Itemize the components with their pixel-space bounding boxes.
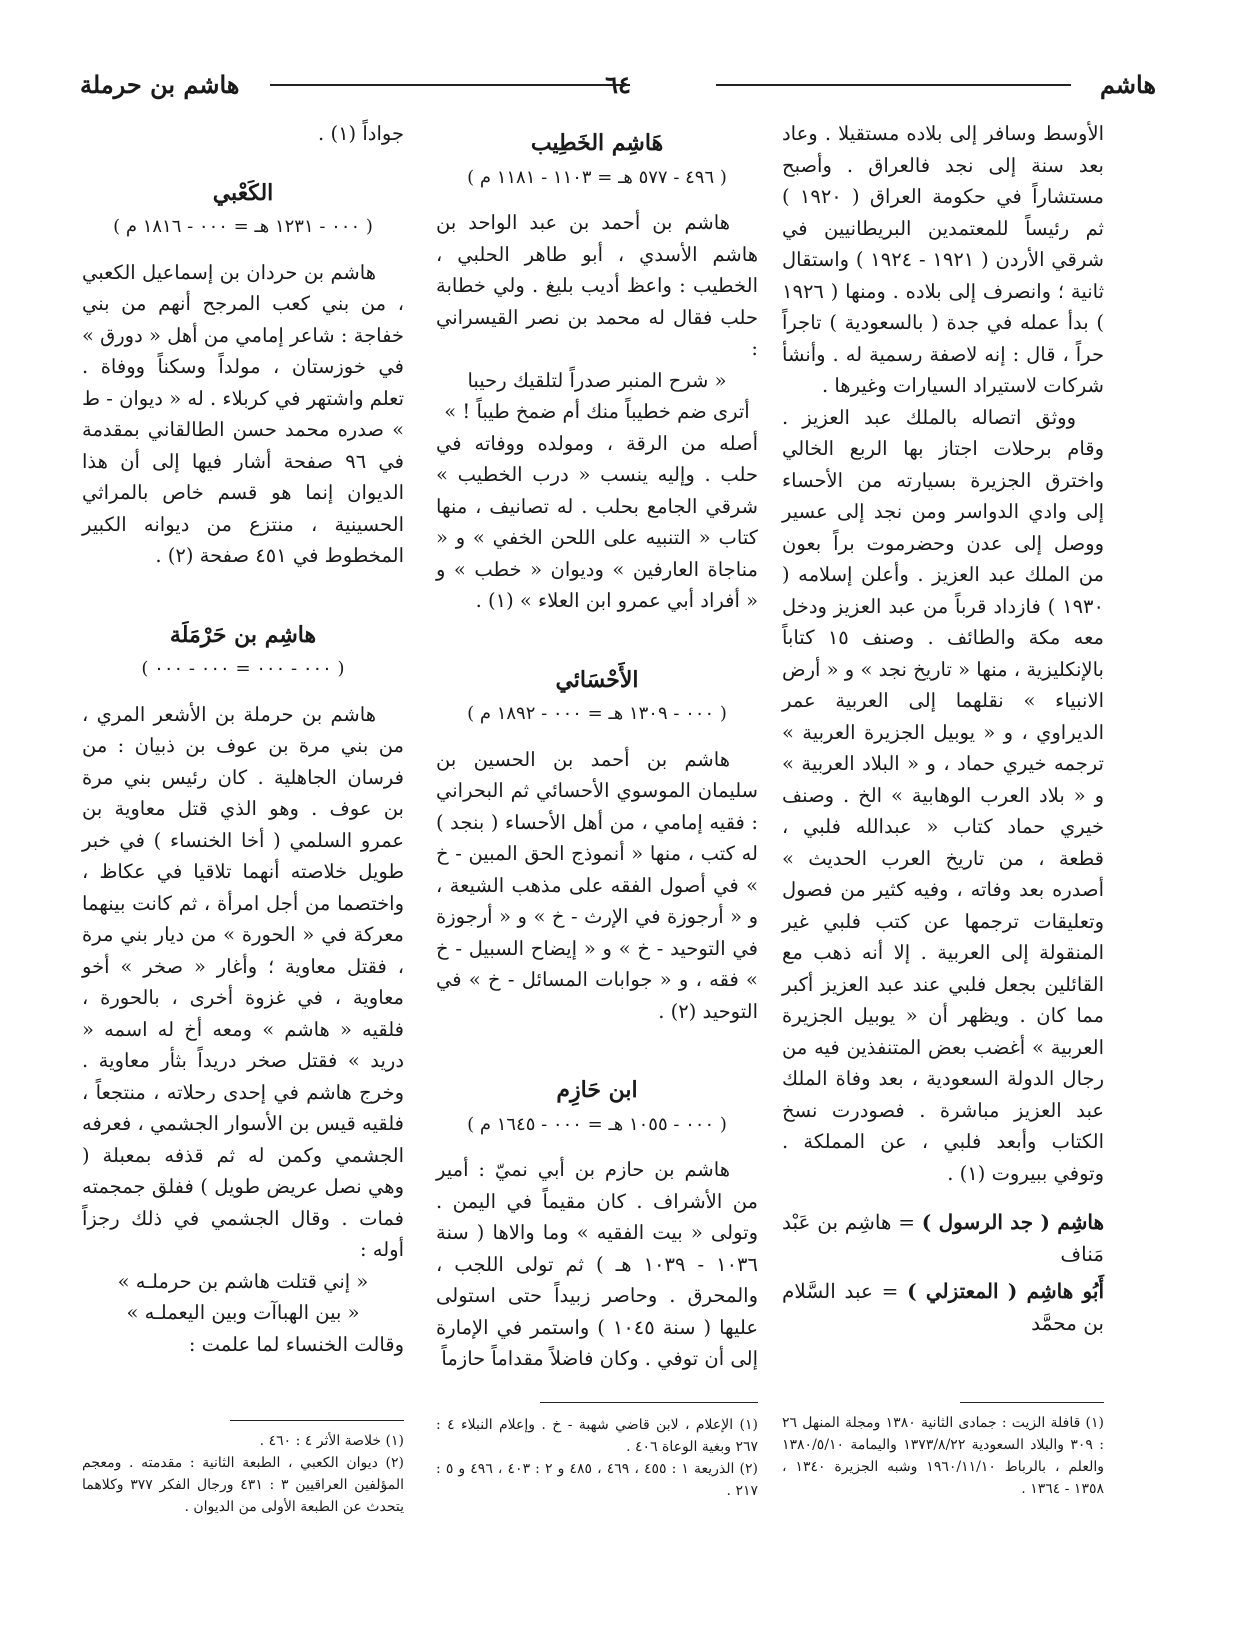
footnotes-left [82,1430,404,1518]
cross-reference [782,1276,1104,1339]
entry-dates: ( ٤٩٦ - ٥٧٧ هـ = ١١٠٣ - ١١٨١ م ) [467,166,727,188]
entry-title: الأَحْسَائي [555,666,639,693]
entry-body: هاشم بن حردان بن إسماعيل الكعبي ، من بني كعب المرجح أنهم من بني خفاجة : شاعر إمامي من أهل « دورق » في خوزستان ، مولداً وسكناً ووفاة . تعلم واشتهر في كربلاء . له « ديوان - ط » صدره محمد حسن الطالقاني بمقدمة في ٩٦ صفحة أشار فيها إلى أن هذا الديوان إنما هو قسم خاص بالمراثي الحسينية ، منتزع من ديوانه الكبير المخطوط في ٤٥١ صفحة (٢) . [82,260,404,567]
column-right [782,118,1104,1345]
footnote: (٢) ديوان الكعبي ، الطبعة الثانية : مقدمته . ومعجم المؤلفين العراقيين ٣ : ٤٣١ ورجال الفكر ٣٧٧ وكلاهما يتحدث عن الطبعة الأولى من الديوان . [82,1455,404,1515]
verse-line: أترى ضم خطيباً منك أم ضمخ طيباً ! » [444,400,750,423]
xref-headword: هاشِم ( جد الرسول ) [921,1210,1105,1234]
entry-dates: ( ٠٠٠ - ١٢٣١ هـ = ٠٠٠ - ١٨١٦ م ) [113,216,373,237]
footnote: (١) الإعلام ، لابن قاضي شهبة - خ . وإعلام النبلاء ٤ : ٢٦٧ وبغية الوعاة ٤٠٦ . [436,1417,759,1455]
footnote: (١) قافلة الزيت : جمادى الثانية ١٣٨٠ ومجلة المنهل ٢٦ : ٣٠٩ والبلاد السعودية ١٣٧٣/٨/٢٢ واليمامة ١٣٨٠/٥/١٠ والعلم ، بالرباط ١٩٦٠/١١/١٠ وشبه الجزيرة ١٣٤٠ ، ١٣٥٨ - ١٣٦٤ . [782,1415,1104,1497]
footnote: (١) خلاصة الأثر ٤ : ٤٦٠ . [259,1433,404,1449]
footnote: (٢) الذريعة ١ : ٤٥٥ ، ٤٦٩ ، ٤٨٥ و ٢ : ٤٠٣ ، ٤٩٦ و ٥ : ٢١٧ . [436,1461,758,1499]
entry-dates: ( ٠٠٠ - ١٣٠٩ هـ = ٠٠٠ - ١٨٩٢ م ) [467,703,727,724]
xref-target: = عبد السَّلام بن محمَّد [782,1279,1104,1335]
entry-body: هاشم بن حرملة بن الأشعر المري ، من بني مرة بن عوف بن ذبيان : من فرسان الجاهلية . كان رئيس بني مرة بن عوف . وهو الذي قتل معاوية بن عمرو السلمي ( أخا الخنساء ) في خبر طويل خلاصته أنهما تلاقيا في عكاظ ، واختصما من أجل امرأة ، ثم كانت بينهما معركة في « الحورة » من ديار بني مرة ، فقتل معاوية ؛ وأغار « صخر » أخو معاوية ، في غزوة أخرى ، بالحورة ، فلقيه « هاشم » ومعه أخ له اسمه « دريد » فقتل صخر دريداً بثأر معاوية . وخرج هاشم في إحدى رحلاته ، منتجعاً ، فلقيه قيس بن الأسوار الجشمي ، فعرفه الجشمي وكمن له ثم قذفه بمعبلة ( وهي نصل عريض طويل ) ففلق جمجمته فمات . وقال الجشمي في ذلك رجزاً أوله : [82,702,404,1261]
paragraph: الأوسط وسافر إلى بلاده مستقيلا . وعاد بعد سنة إلى نجد فالعراق . وأصبح مستشاراً في حكومة العراق ( ١٩٢٠ ) ثم رئيساً للمعتمدين البريطانيين في شرقي الأردن ( ١٩٢١ - ١٩٢٤ ) واستقال ثانية ؛ وانصرف إلى بلاده . ومنها ( ١٩٢٦ ) بدأ عمله في جدة ( بالسعودية ) تاجراً حراً ، قال : إنه لاصفة رسمية له . وأنشأ شركات لاستيراد السيارات وغيرها . [782,122,1104,397]
column-left [82,118,404,1360]
xref-target: = هاشِم بن عَبْد مَناف [782,1210,1104,1266]
entry-dates: ( ٠٠٠ - ٠٠٠ = ٠٠٠ - ٠٠٠ ) [141,658,345,679]
entry-body: هاشم بن أحمد بن الحسين بن سليمان الموسوي الأحسائي ثم البحراني : فقيه إمامي ، من أهل الأحساء ( بنجد ) له كتب ، منها « أنموذج الحق المبين - خ » في أصول الفقه على مذهب الشيعة ، و « أرجوزة في الإرث - خ » و « أرجوزة في التوحيد - خ » و « إيضاح السبيل - خ » فقه ، و « جوابات المسائل - خ » في التوحيد (٢) . [436,747,758,1023]
cross-reference [782,1207,1104,1270]
page-number: ٦٤ [605,70,631,99]
footnote-rule [230,1420,404,1421]
footnote-rule [960,1402,1104,1403]
header-rule-left [270,84,630,86]
running-head-left: هاشم بن حرملة [80,70,240,99]
entry-title: الكَعْبي [212,179,274,206]
verse-line: « إني قتلت هاشم بن حرملـه » [117,1269,369,1293]
xref-headword: أَبُو هاشِم ( المعتزلي ) [907,1279,1105,1303]
entry-title: ابن حَازِم [556,1077,638,1103]
verse-line: « بين الهباآت وبين اليعملـه » [126,1301,360,1324]
paragraph: جواداً (١) . [318,122,404,145]
entry-dates: ( ٠٠٠ - ١٠٥٥ هـ = ٠٠٠ - ١٦٤٥ م ) [467,1113,727,1135]
entry-title: هَاشِم الخَطِيب [530,130,664,156]
entry-body: هاشم بن أحمد بن عبد الواحد بن هاشم الأسدي ، أبو طاهر الحلبي ، الخطيب : واعظ أديب بليغ . ولي خطابة حلب فقال له محمد بن نصر القيسراني : [436,211,758,360]
footnote-rule [540,1402,758,1403]
paragraph: ووثق اتصاله بالملك عبد العزيز . وقام برحلات اجتاز بها الربع الخالي واخترق الجزيرة بسيارته من الأحساء إلى وادي الدواسر ومن نجد إلى عسير ووصل إلى عدن وحضرموت براً بعون من الملك عبد العزيز . وأعلن إسلامه ( ١٩٣٠ ) فازداد قرباً من عبد العزيز ودخل معه مكة والطائف . وصنف ١٥ كتاباً بالإنكليزية ، منها « تاريخ نجد » و « أرض الانبياء » نقلهما إلى العربية عمر الديراوي ، و « يوبيل الجزيرة العربية » ترجمه خيري حماد ، و « البلاد العربية » و « بلاد العرب الوهابية » الخ . وصنف خيري حماد كتاب « عبدالله فلبي ، قطعة ، من تاريخ العرب الحديث » أصدره بعد وفاته ، وفيه كثير من فصول وتعليقات ترجمها عن كتب فلبي غير المنقولة إلى العربية . إلا أنه ذهب مع القائلين بجعل فلبي عند عبد العزيز أكبر مما كان . ويظهر أن « يوبيل الجزيرة العربية » أغضب بعض المتنفذين فيه من رجال الدولة السعودية ، بعد وفاة الملك عبد العزيز مباشرة . فصودرت نسخ الكتاب وأبعد فلبي ، عن المملكة . وتوفي ببيروت (١) . [782,405,1104,1185]
running-head-right: هاشم [1099,70,1156,99]
page-header [80,70,1156,110]
entry-title: هاشِم بن حَرْمَلَة [169,621,317,648]
footnotes-middle [436,1414,758,1502]
paragraph: وقالت الخنساء لما علمت : [188,1332,404,1356]
header-rule-right [716,84,1071,86]
entry-body: هاشم بن حازم بن أبي نميّ : أمير من الأشراف . كان مقيماً في اليمن . وتولى « بيت الفقيه » وما والاها ( سنة ١٠٣٦ - ١٠٣٩ هـ ) ثم تولى اللجب ، والمحرق . وحاصر زبيداً حتى استولى عليها ( سنة ١٠٤٥ ) واستمر في الإمارة إلى أن توفي . وكان فاضلاً مقداماً حازماً [436,1158,758,1370]
verse-line: « شرح المنبر صدراً لتلقيك رحيبا [467,368,727,392]
entry-body: أصله من الرقة ، ومولده ووفاته في حلب . وإليه ينسب « درب الخطيب » شرقي الجامع بحلب . له تصانيف ، منها كتاب « التنبيه على اللحن الخفي » و « مناجاة العارفين » وديوان « خطب » و « أفراد أبي عمرو ابن العلاء » (١) . [436,431,758,612]
footnotes-right [782,1412,1104,1500]
column-middle [436,118,758,1375]
